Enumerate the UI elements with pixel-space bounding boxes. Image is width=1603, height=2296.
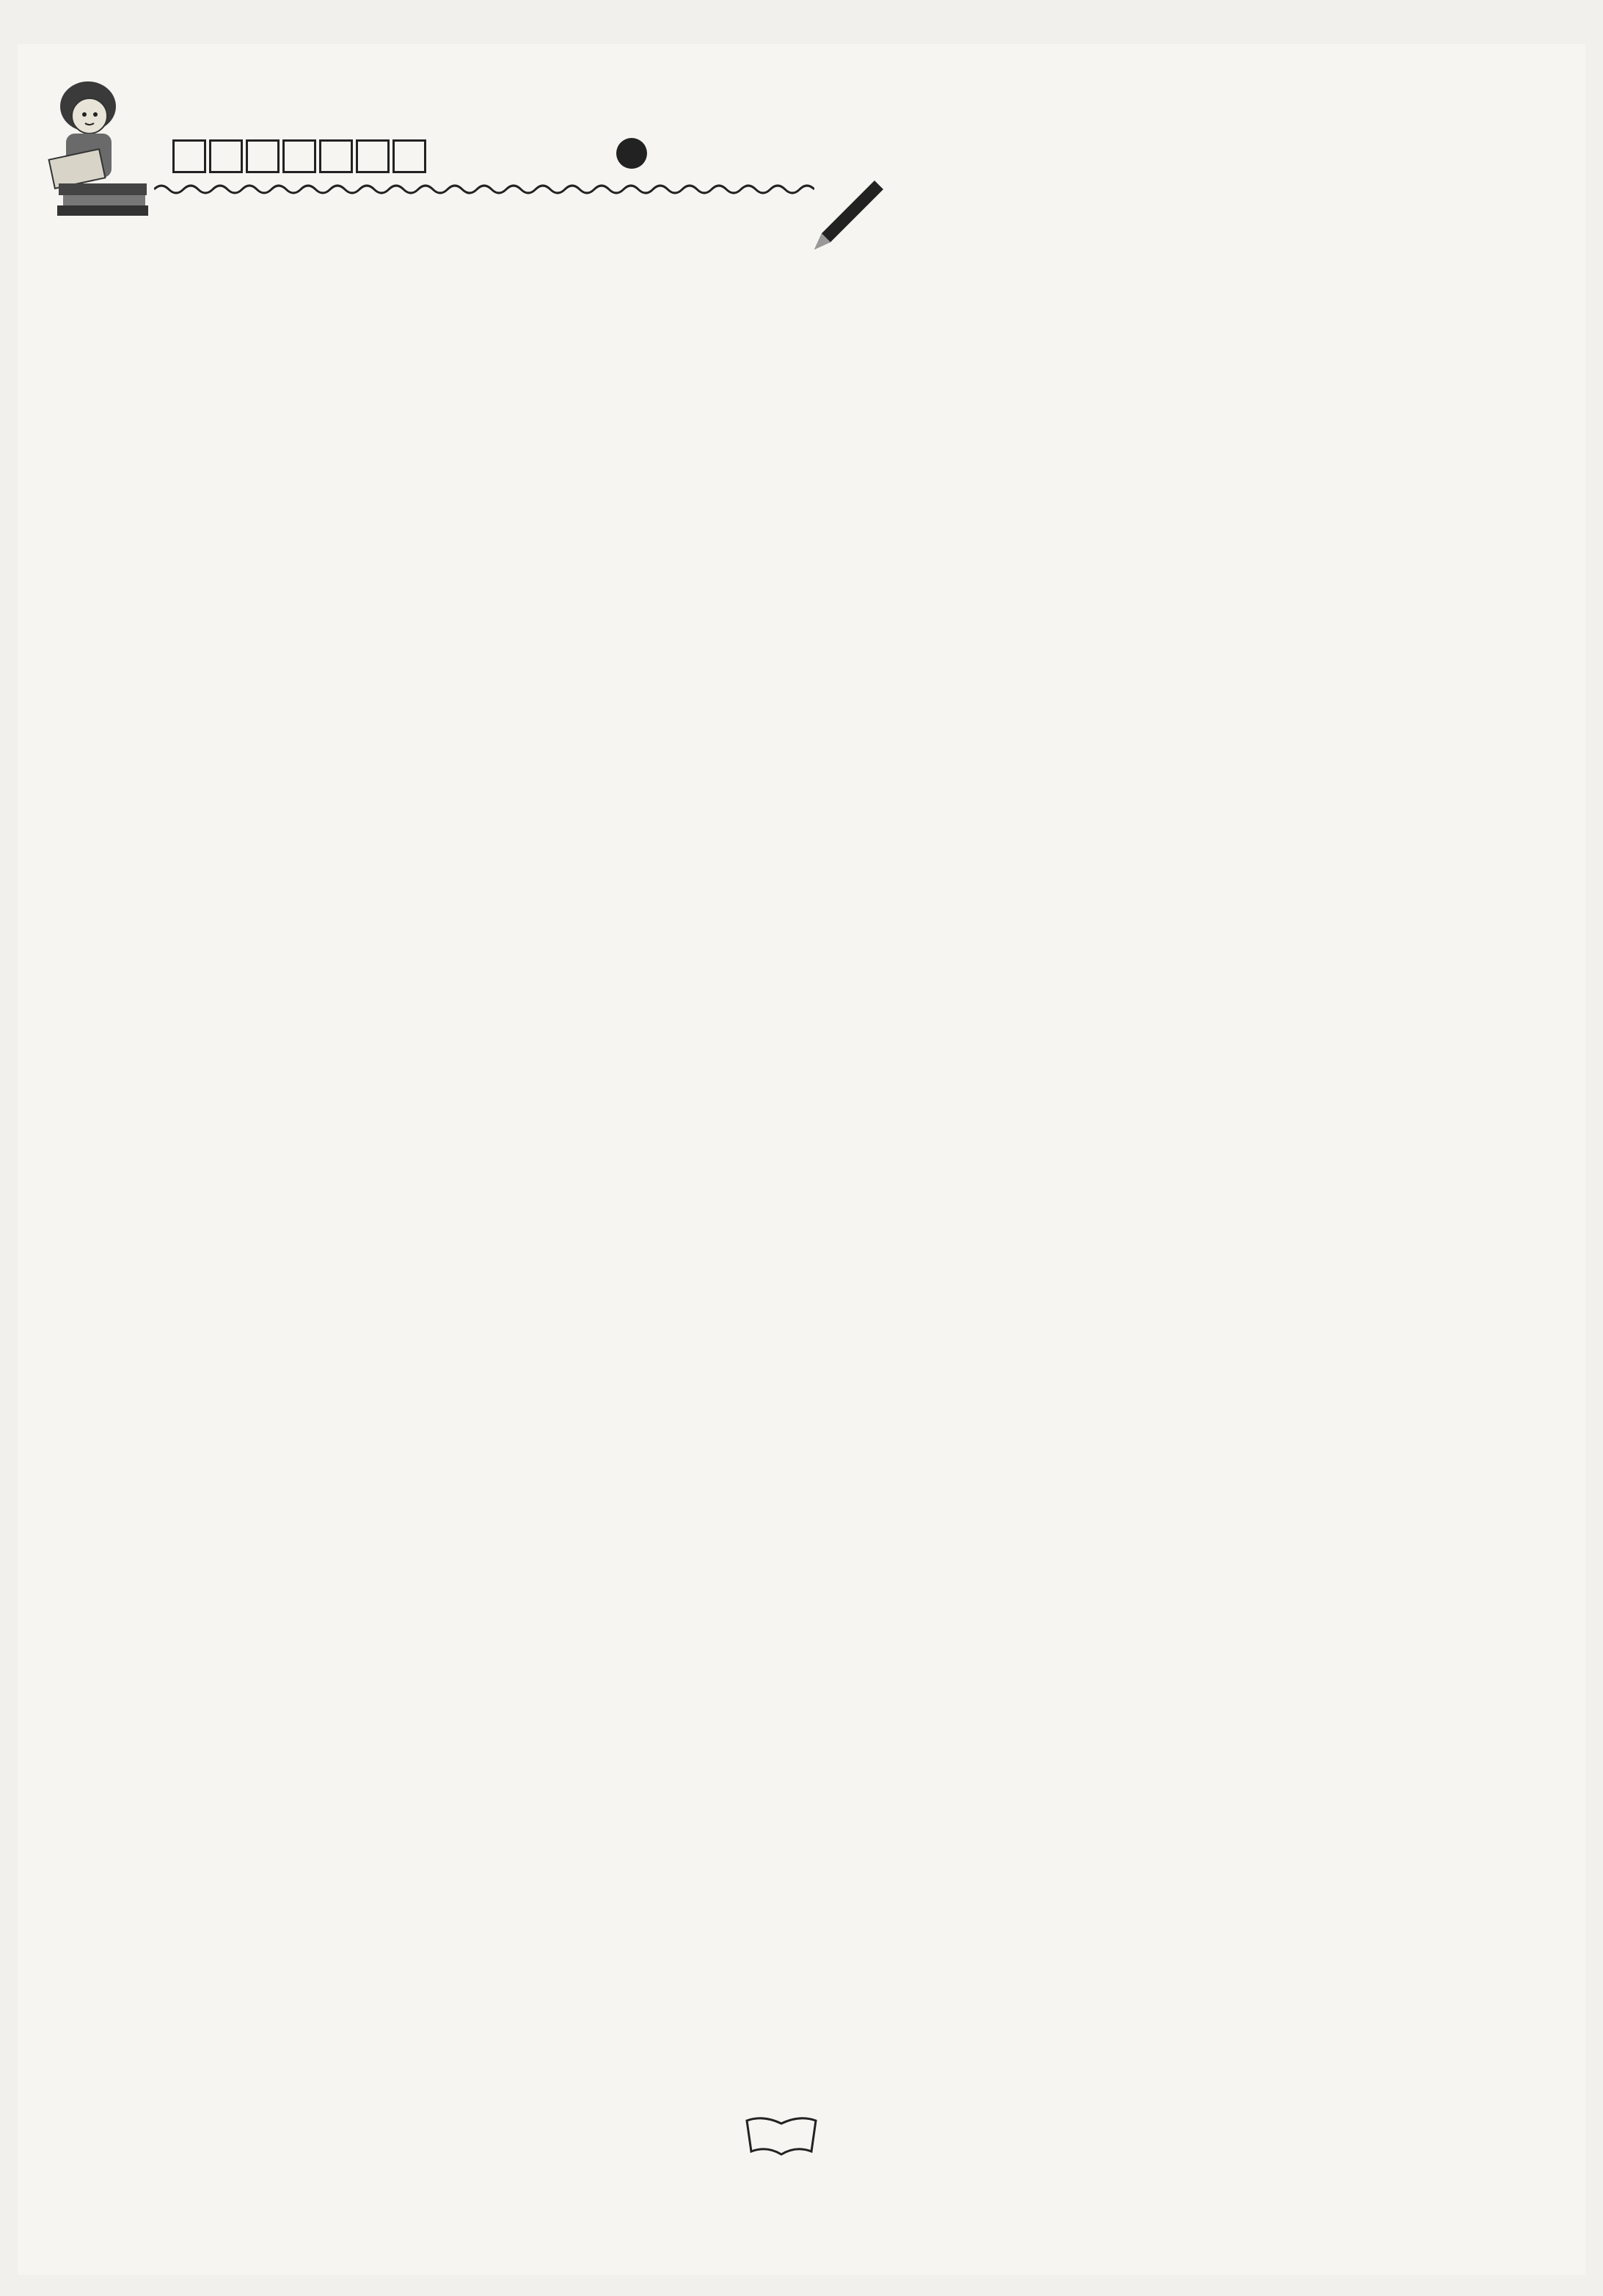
series-char (392, 139, 426, 173)
series-char (209, 139, 243, 173)
series-char (246, 139, 280, 173)
book-header (44, 73, 851, 227)
essay-paragraph-1 (192, 1845, 1410, 1895)
page-sheet (18, 44, 1585, 2275)
series-char (282, 139, 316, 173)
series-char (319, 139, 353, 173)
wavy-rule-icon (154, 182, 814, 197)
series-char (172, 139, 206, 173)
essay-paragraph-2 (192, 1946, 1410, 1996)
series-title (172, 139, 426, 173)
series-char (356, 139, 390, 173)
pencil-icon (807, 176, 888, 257)
reading-girl-mascot-icon (44, 73, 154, 220)
page-number-frame-icon (741, 2113, 822, 2159)
page-number-badge (741, 2113, 822, 2159)
volume-badge (616, 138, 647, 169)
